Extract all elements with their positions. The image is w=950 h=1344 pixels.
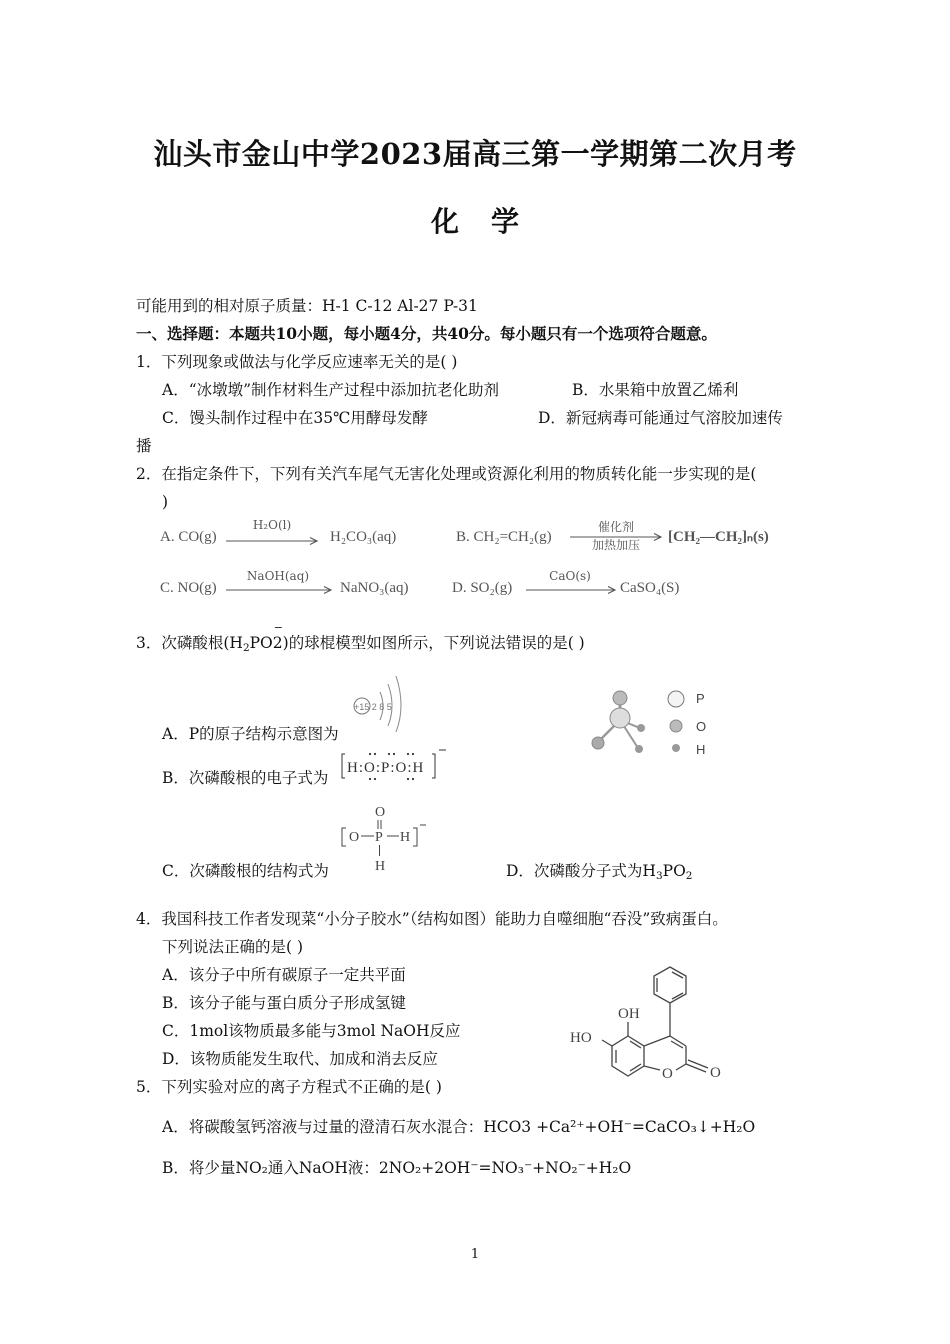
q2-c-arrow [226,586,334,594]
legend-p: P [696,691,705,706]
electron-formula-text: H:O:P:O:H [347,760,425,776]
legend-h: H [696,742,706,757]
q4-stem-2: 下列说法正确的是( ) [162,938,304,956]
q2-d-arrow [526,586,618,594]
q2-stem-wrap: ) [162,493,169,511]
q5-stem: 5．下列实验对应的离子方程式不正确的是( ) [136,1078,442,1096]
q2-d-reactant: D. SO₂(g) [452,580,513,596]
q2-a-arrow [226,537,320,545]
q4-option-b: B．该分子能与蛋白质分子形成氢键 [162,994,406,1012]
q2-d-product: CaSO₄(S) [620,580,680,596]
section-heading: 一、选择题：本题共10小题，每小题4分，共40分。每小题只有一个选项符合题意。 [136,324,717,343]
q2-b-product: [CH₂—CH₂]ₙ(s) [668,529,769,545]
q3-stem: 3．次磷酸根($H_2PO$ − 2)的球棍模型如图所示，下列说法错误的是( ) [136,621,585,654]
q2-d-condition: CaO(s) [549,569,591,583]
ball-and-stick-model [588,686,658,758]
struct-h-right: H [400,830,411,845]
q5-option-b: B．将少量NO₂通入NaOH液：2NO₂+2OH⁻=NO₃⁻+NO₂⁻+H₂O [162,1159,632,1177]
q2-c-reactant: C. NO(g) [160,580,217,596]
struct-o-left: O [349,830,360,845]
q3-option-a: A．P的原子结构示意图为 [162,725,339,743]
molecule-o-ring: O [662,1066,673,1082]
q1-option-d-wrap: 播 [136,437,152,455]
molecule-o-carbonyl: O [710,1065,721,1081]
q2-a-condition: H₂O(l) [252,518,292,532]
q2-b-condition-bottom: 加热加压 [591,538,640,552]
q1-option-c: C．馒头制作过程中在35℃用酵母发酵 [162,409,428,427]
q3-option-c: C．次磷酸根的结构式为 [162,862,329,880]
q2-a-reactant: A. CO(g) [160,529,217,545]
struct-o-top: O [375,805,386,820]
q2-c-product: NaNO₃(aq) [340,580,409,596]
q4-option-c: C．1mol该物质最多能与3mol NaOH反应 [162,1022,461,1040]
legend-o: O [696,719,707,734]
subject-title: 化学 [430,205,551,238]
q1-option-b: B．水果箱中放置乙烯利 [572,381,739,399]
q1-option-d: D．新冠病毒可能通过气溶胶加速传 [538,409,783,427]
coumarin-molecule [566,960,736,1100]
structural-formula [340,800,432,878]
q5-option-a: A．将碳酸氢钙溶液与过量的澄清石灰水混合：HCO3 +Ca²⁺+OH⁻=CaCO₃↓+H₂O [162,1118,756,1136]
q2-stem: 2．在指定条件下，下列有关汽车尾气无害化处理或资源化利用的物质转化能一步实现的是( [136,465,757,483]
struct-p: P [375,830,383,845]
q4-stem: 4．我国科技工作者发现菜“小分子胶水”（结构如图）能助力自噬细胞“吞没”致病蛋白。 [136,910,728,928]
model-legend [664,688,724,760]
q3-option-b: B．次磷酸根的电子式为 [162,769,329,787]
struct-h-bottom: H [375,859,386,874]
electron-formula [340,748,452,786]
q1-option-a: A．“冰墩墩”制作材料生产过程中添加抗老化助剂 [162,381,500,399]
q1-stem: 1．下列现象或做法与化学反应速率无关的是( ) [136,353,458,371]
molecule-oh-top: OH [618,1006,640,1022]
q4-option-d: D．该物质能发生取代、加成和消去反应 [162,1050,438,1068]
molecule-ho-left: HO [570,1030,592,1046]
page-number: 1 [470,1247,480,1262]
q4-option-a: A．该分子中所有碳原子一定共平面 [162,966,406,984]
q2-a-product: H₂CO₃(aq) [330,529,397,545]
q2-b-condition-top: 催化剂 [597,520,634,534]
q2-c-condition: NaOH(aq) [246,569,310,583]
q3-option-d: D．次磷酸分子式为$H_3PO_2$ [506,862,693,882]
q2-b-reactant: B. CH₂=CH₂(g) [456,529,552,545]
atom-diagram-label: +15 2 8 5 [354,702,392,712]
atomic-masses: 可能用到的相对原子质量：H-1 C-12 Al-27 P-31 [136,297,478,315]
phosphorus-atom-diagram [352,670,412,726]
page-title: 汕头市金山中学2023届高三第一学期第二次月考 [153,137,797,171]
